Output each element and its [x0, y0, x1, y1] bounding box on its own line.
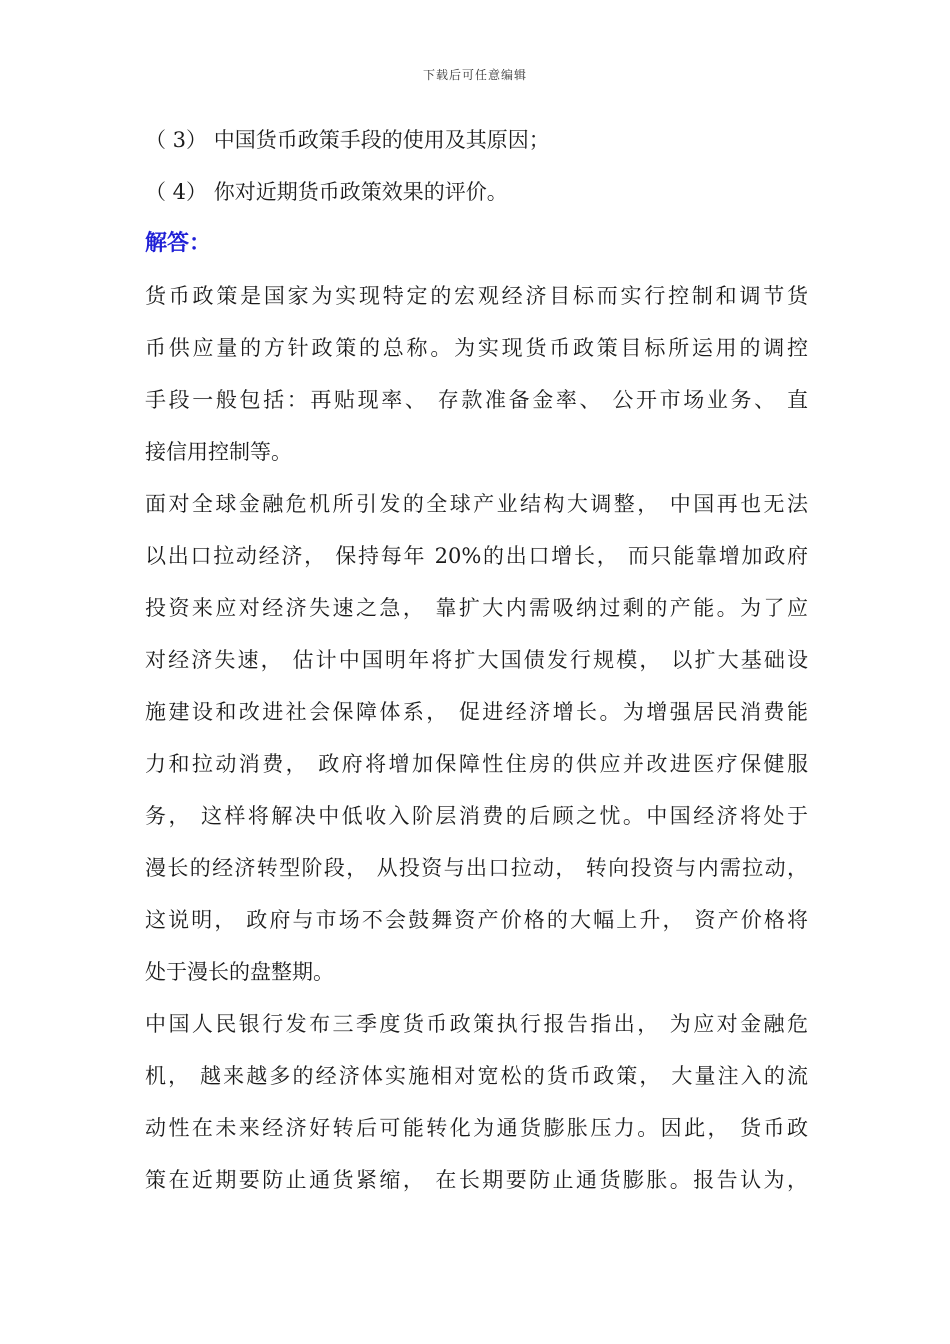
- paragraph-line: 漫长的经济转型阶段， 从投资与出口拉动， 转向投资与内需拉动，: [145, 856, 808, 880]
- paragraph-1: [145, 270, 808, 478]
- paragraph-line: 面对全球金融危机所引发的全球产业结构大调整， 中国再也无法: [145, 492, 808, 516]
- answer-heading: 解答：: [145, 231, 212, 256]
- paragraph-line: 手段一般包括：再贴现率、 存款准备金率、 公开市场业务、 直: [145, 388, 808, 412]
- paragraph-line: 务， 这样将解决中低收入阶层消费的后顾之忧。中国经济将处于: [145, 804, 808, 828]
- paragraph-line: 策在近期要防止通货紧缩， 在长期要防止通货膨胀。报告认为，: [145, 1168, 808, 1192]
- paragraph-3: [145, 998, 808, 1206]
- page-header-note: 下载后可任意编辑: [422, 68, 527, 82]
- paragraph-line: 以出口拉动经济， 保持每年 20%的出口增长， 而只能靠增加政府: [145, 544, 808, 568]
- paragraph-2: [145, 478, 808, 998]
- paragraph-line: 施建设和改进社会保障体系， 促进经济增长。为增强居民消费能: [145, 700, 808, 724]
- paragraph-line: 投资来应对经济失速之急， 靠扩大内需吸纳过剩的产能。为了应: [145, 596, 808, 620]
- list-item-3: （ 3） 中国货币政策手段的使用及其原因；: [145, 128, 550, 152]
- list-item-4: （ 4） 你对近期货币政策效果的评价。: [145, 180, 508, 204]
- paragraph-line: 处于漫长的盘整期。: [145, 960, 334, 984]
- paragraph-line: 对经济失速， 估计中国明年将扩大国债发行规模， 以扩大基础设: [145, 648, 808, 672]
- document-body: [145, 114, 808, 1206]
- paragraph-line: 币供应量的方针政策的总称。为实现货币政策目标所运用的调控: [145, 336, 808, 360]
- paragraph-line: 机， 越来越多的经济体实施相对宽松的货币政策， 大量注入的流: [145, 1064, 808, 1088]
- paragraph-line: 货币政策是国家为实现特定的宏观经济目标而实行控制和调节货: [145, 284, 808, 308]
- paragraph-line: 动性在未来经济好转后可能转化为通货膨胀压力。因此， 货币政: [145, 1116, 808, 1140]
- paragraph-line: 中国人民银行发布三季度货币政策执行报告指出， 为应对金融危: [145, 1012, 808, 1036]
- paragraph-line: 这说明， 政府与市场不会鼓舞资产价格的大幅上升， 资产价格将: [145, 908, 808, 932]
- paragraph-line: 接信用控制等。: [145, 440, 292, 464]
- paragraph-line: 力和拉动消费， 政府将增加保障性住房的供应并改进医疗保健服: [145, 752, 808, 776]
